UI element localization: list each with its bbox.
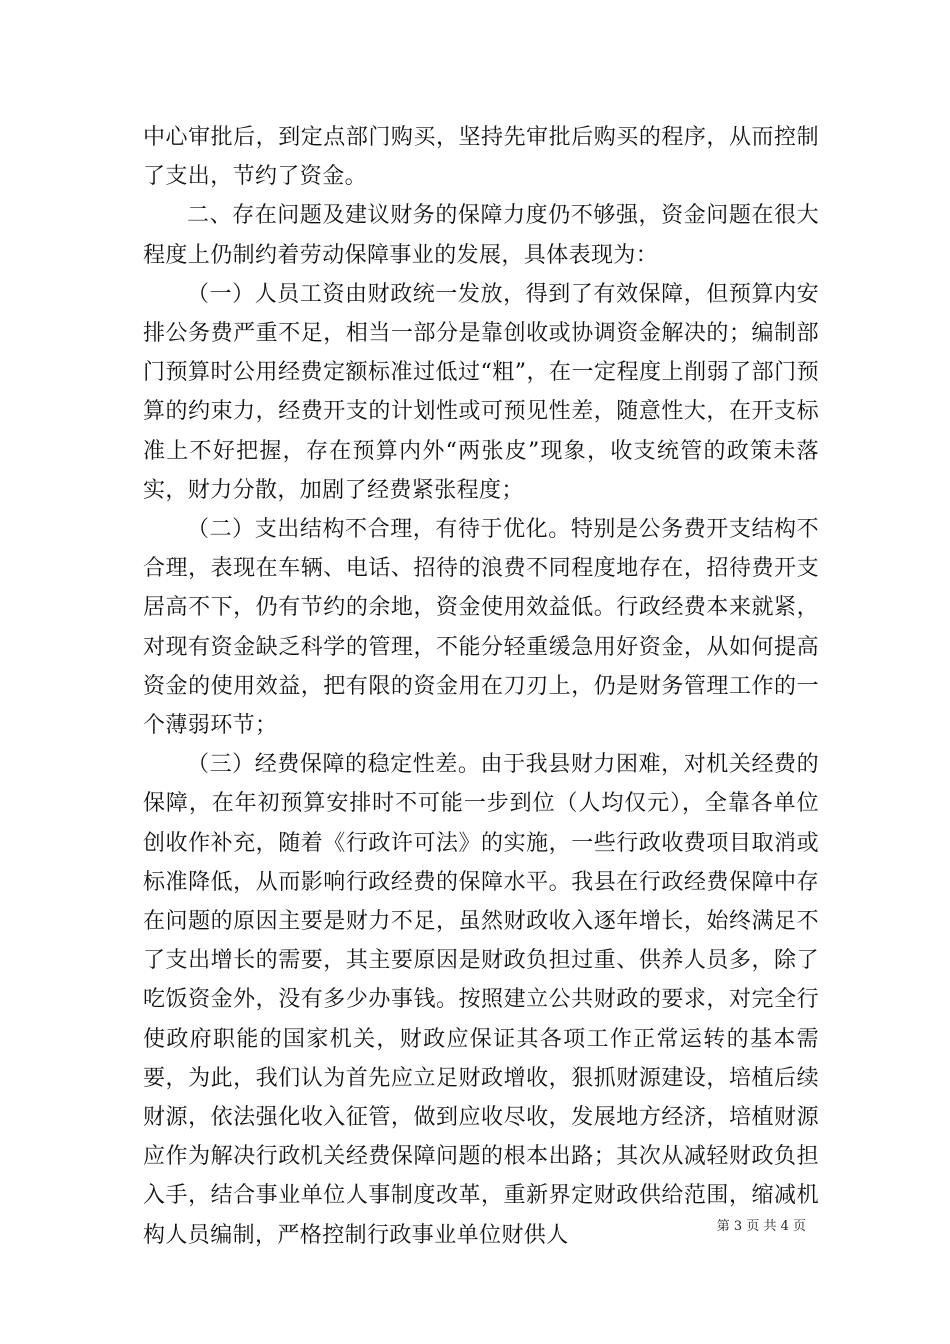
paragraph-section-two: 二、存在问题及建议财务的保障力度仍不够强，资金问题在很大程度上仍制约着劳动保障事业的发展，具体表现为： [143, 203, 819, 268]
paragraph-item-two: （二）支出结构不合理，有待于优化。特别是公务费开支结构不合理，表现在车辆、电话、招待的浪费不同程度地存在，招待费开支居高不下，仍有节约的余地，资金使用效益低。行政经费本来就紧，对现有资金缺乏科学的管理，不能分轻重缓急用好资金，从如何提高资金的使用效益，把有限的资金用在刀刃上，仍是财务管理工作的一个薄弱环节； [143, 517, 819, 739]
page-number-footer: 第 3 页 共 4 页 [716, 1219, 806, 1234]
paragraph-item-one: （一）人员工资由财政统一发放，得到了有效保障，但预算内安排公务费严重不足，相当一部分是靠创收或协调资金解决的；编制部门预算时公用经费定额标准过低过“粗”，在一定程度上削弱了部门预算的约束力，经费开支的计划性或可预见性差，随意性大，在开支标准上不好把握，存在预算内外“两张皮”现象，收支统管的政策未落实，财力分散，加剧了经费紧张程度； [143, 281, 819, 503]
document-body [143, 118, 819, 1255]
paragraph-item-three: （三）经费保障的稳定性差。由于我县财力困难，对机关经费的保障，在年初预算安排时不可能一步到位（人均仅元），全靠各单位创收作补充，随着《行政许可法》的实施，一些行政收费项目取消或标准降低，从而影响行政经费的保障水平。我县在行政经费保障中存在问题的原因主要是财力不足，虽然财政收入逐年增长，始终满足不了支出增长的需要，其主要原因是财政负担过重、供养人员多，除了吃饭资金外，没有多少办事钱。按照建立公共财政的要求，对完全行使政府职能的国家机关，财政应保证其各项工作正常运转的基本需要，为此，我们认为首先应立足财政增收，狠抓财源建设，培植后续财源，依法强化收入征管，做到应收尽收，发展地方经济，培植财源应作为解决行政机关经费保障问题的根本出路；其次从减轻财政负担入手，结合事业单位人事制度改革，重新界定财政供给范围，缩减机构人员编制，严格控制行政事业单位财供人 [143, 752, 819, 1248]
paragraph-continuation: 中心审批后，到定点部门购买，坚持先审批后购买的程序，从而控制了支出，节约了资金。 [143, 125, 819, 190]
